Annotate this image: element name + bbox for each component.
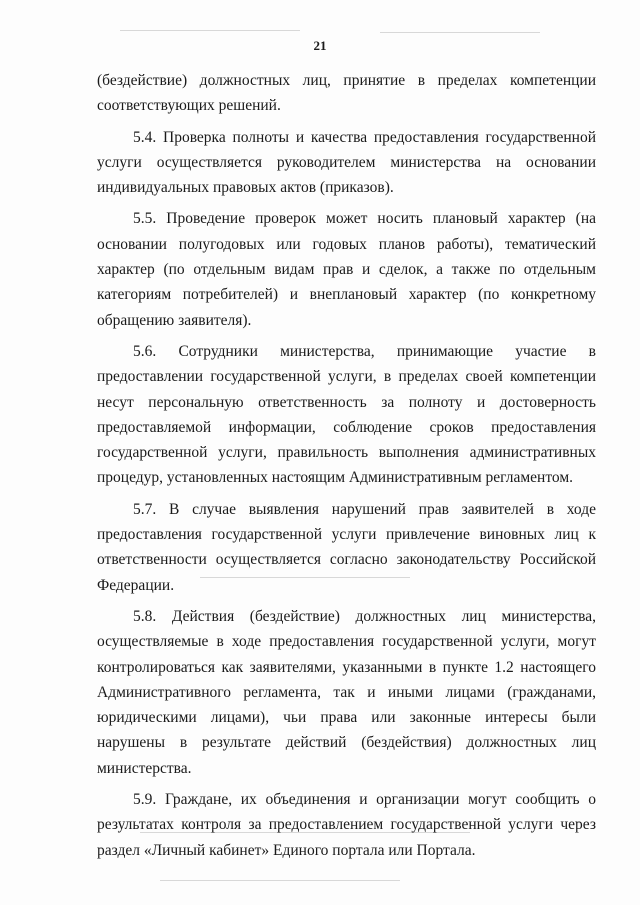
scan-noise [120, 30, 300, 31]
paragraph-5-7: 5.7. В случае выявления нарушений прав заявителей в ходе предоставления государственной услуги привлечение виновных лиц к ответственности осуществляется согласно законодательству Российской Федерации. [97, 500, 596, 594]
paragraph-continuation: (бездействие) должностных лиц, принятие в пределах компетенции соответствующих решений. [97, 72, 596, 115]
page-number: 21 [313, 38, 327, 53]
scan-noise [380, 32, 540, 33]
paragraph-5-9: 5.9. Граждане, их объединения и организации могут сообщить о результатах контроля за предоставлением государственной услуги через раздел «Личный кабинет» Единого портала или Портала. [97, 791, 596, 859]
document-body [97, 68, 596, 869]
scan-noise [160, 880, 400, 881]
paragraph-5-4: 5.4. Проверка полноты и качества предоставления государственной услуги осуществляется руководителем министерства на основании индивидуальных правовых актов (приказов). [97, 128, 596, 197]
paragraph-5-6: 5.6. Сотрудники министерства, принимающие участие в предоставлении государственной услуги, в пределах своей компетенции несут персональную ответственность за полноту и достоверность предоставляемой информации, соблюдение сроков предоставления государственной услуги, правильность выполнения административных процедур, установленных настоящим Административным регламентом. [97, 342, 596, 487]
paragraph-5-5: 5.5. Проведение проверок может носить плановый характер (на основании полугодовых или годовых планов работы), тематический характер (по отдельным видам прав и сделок, а также по отдельным категориям потребителей) и внеплановый характер (по конкретному обращению заявителя). [97, 210, 596, 329]
paragraph-5-8: 5.8. Действия (бездействие) должностных лиц министерства, осуществляемые в ходе предоставления государственной услуги, могут контролироваться как заявителями, указанными в пункте 1.2 настоящего Административного регламента, так и иными лицами (гражданами, юридическими лицами), чьи права или законные интересы были нарушены в результате действий (бездействия) должностных лиц министерства. [97, 607, 596, 777]
